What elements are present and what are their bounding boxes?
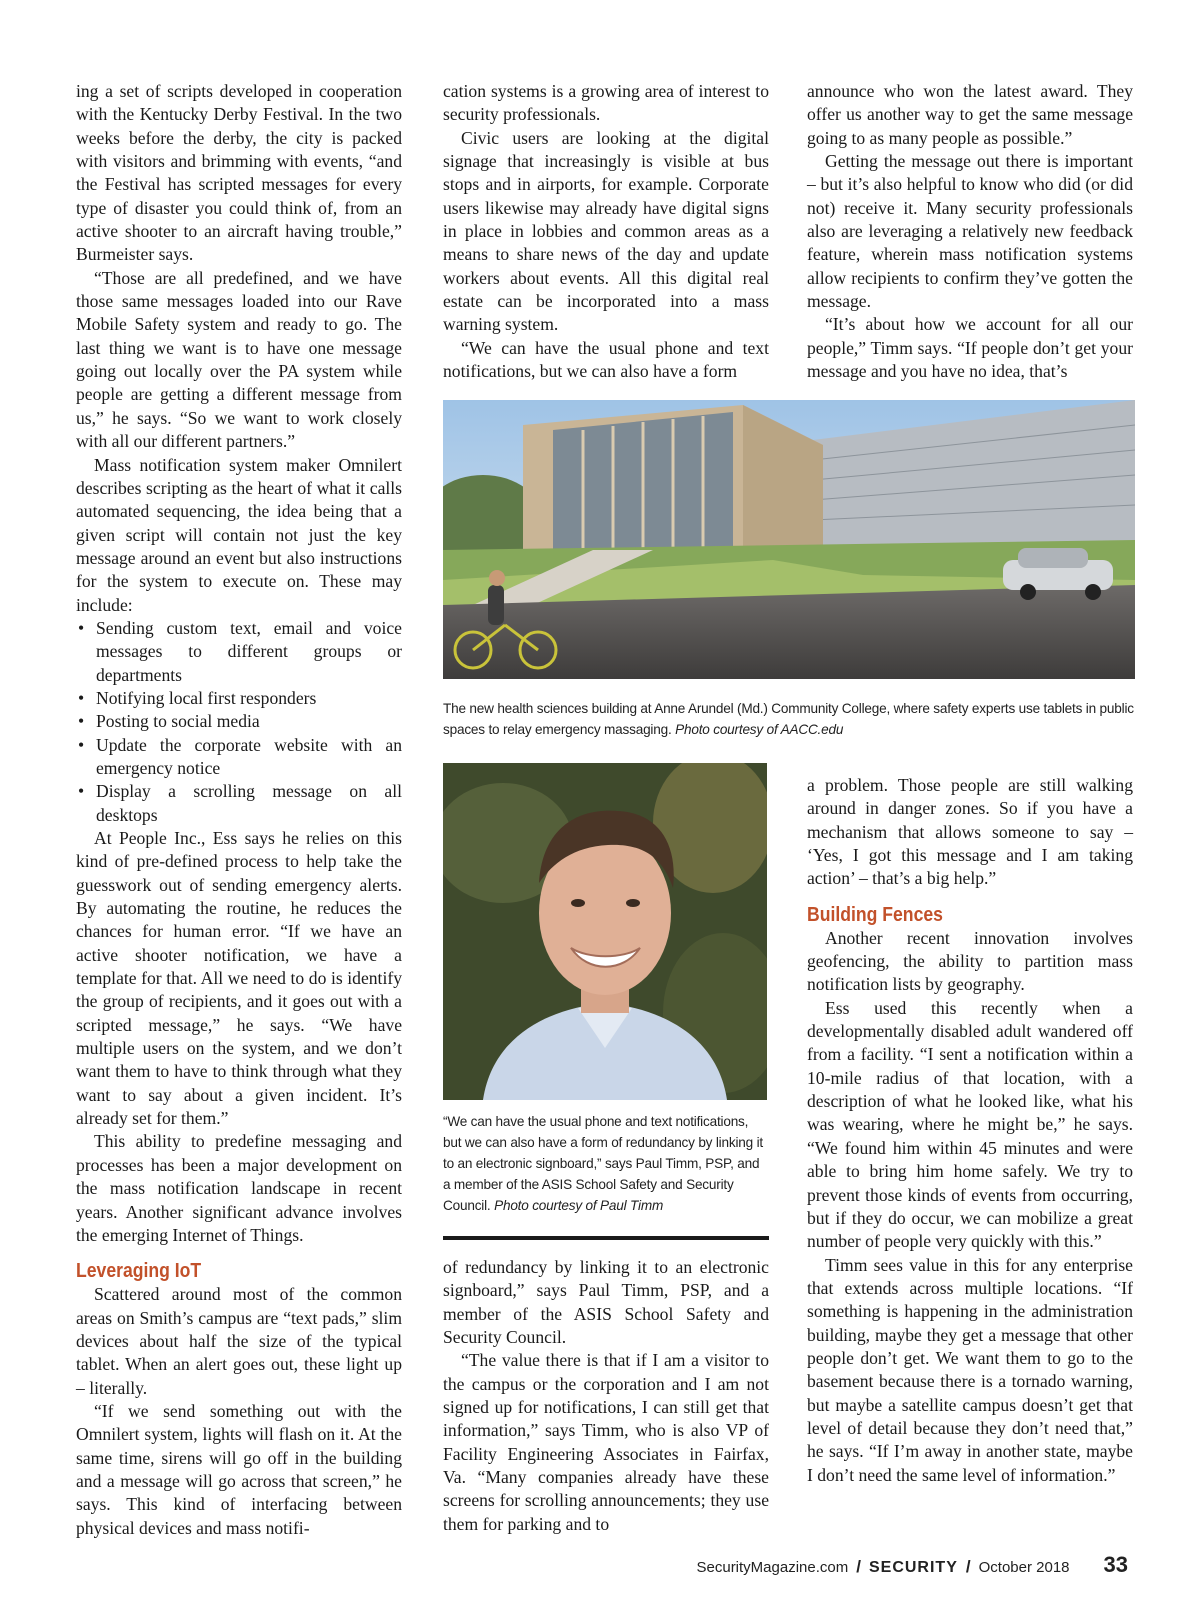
paragraph: Scattered around most of the common areas on Smith’s campus are “text pads,” slim devices about half the size of the typical tablet. When an alert goes out, these light up – literally.: [76, 1284, 402, 1398]
page-number: 33: [1103, 1552, 1128, 1577]
footer-site: SecurityMagazine.com: [696, 1559, 849, 1576]
list-item: • Update the corporate website with an emergency notice: [76, 734, 402, 781]
paragraph: “The value there is that if I am a visitor to the campus or the corporation and I am not signed up for notifications, I can still get that information,” says Timm, who is also VP of Facility Engineering Associates in Fairfax, Va. “Many companies already have these screens for scrolling announcements; they use them for parking and to: [443, 1350, 769, 1534]
building-photo-caption: [443, 698, 1143, 740]
paragraph: of redundancy by linking it to an electronic signboard,” says Paul Timm, PSP, and a member of the ASIS School Safety and Security Council.: [443, 1257, 769, 1348]
paragraph: “It’s about how we account for all our people,” Timm says. “If people don’t get your message and you have no idea, that’s: [807, 314, 1133, 382]
column-2-top: [443, 80, 769, 380]
photo-credit: Photo courtesy of Paul Timm: [494, 1198, 664, 1213]
column-3-top: [807, 80, 1133, 380]
paragraph: “Those are all predefined, and we have those same messages loaded into our Rave Mobile Safety system and ready to go. The last thing we want is to have one message going out locally over the PA system while people are getting a different message from us,” he says. “So we want to work closely with all our different partners.”: [76, 267, 402, 452]
section-heading: Building Fences: [807, 903, 943, 926]
paragraph: Ess used this recently when a developmentally disabled adult wandered off from a facility. “I sent a notification within a 10-mile radius of that location, with a description of what he looked like, what his was wearing, where he might be,” he says. “We found him within 45 minutes and were able to bring him home safely. We try to prevent those kinds of events from occurring, but if they do occur, we can mobilize a great number of people very quickly with this.”: [807, 997, 1133, 1252]
caption-text: “We can have the usual phone and text notifications, but we can also have a form of redundancy by linking it to an electronic signboard,” says Paul Timm, PSP, and a member of the ASIS School Safety and Security Council.: [443, 1114, 763, 1213]
paragraph: At People Inc., Ess says he relies on this kind of pre-defined process to help take the guesswork out of sending emergency alerts. By automating the routine, he reduces the chances for human error. “If we have an active shooter notification, we have a template for that. All we need to do is identify the group of recipients, and it goes out with a scripted message,” he says. “We have multiple users on the system, and we don’t want them to have to think through what they want to say about a given incident. It’s already set for them.”: [76, 828, 402, 1129]
building-illustration: [443, 400, 1135, 679]
bullet-list: [76, 617, 402, 827]
paragraph: a problem. Those people are still walking around in danger zones. So if you have a mechanism that allows someone to say – ‘Yes, I got this message and I am taking action’ – that’s a big help.”: [807, 775, 1133, 889]
column-2-bottom: [443, 1256, 769, 1556]
paragraph: Getting the message out there is important – but it’s also helpful to know who did (or did not) receive it. Many security professionals also are leveraging a relatively new feedback feature, wherein mass notification systems allow recipients to confirm they’ve gotten the message.: [807, 151, 1133, 312]
footer-separator: /: [856, 1557, 861, 1576]
footer-issue: October 2018: [978, 1559, 1070, 1576]
list-item: • Notifying local first responders: [76, 687, 402, 710]
page-footer: [697, 1552, 1129, 1578]
list-item: • Sending custom text, email and voice messages to different groups or departments: [76, 617, 402, 687]
caption-divider: [443, 1236, 769, 1240]
photo-credit: Photo courtesy of AACC.edu: [675, 722, 844, 737]
paragraph: “We can have the usual phone and text notifications, but we can also have a form: [443, 337, 769, 382]
paragraph: Another recent innovation involves geofencing, the ability to partition mass notification lists by geography.: [807, 927, 1133, 995]
paragraph: Civic users are looking at the digital signage that increasingly is visible at bus stops and in airports, for example. Corporate users likewise may already have digital signs in place in lobbies and common areas as a means to share news of the day and update workers about events. All this digital real estate can be incorporated into a mass warning system.: [443, 127, 769, 335]
footer-separator: /: [965, 1557, 971, 1576]
paragraph: cation systems is a growing area of interest to security professionals.: [443, 81, 769, 125]
paragraph: announce who won the latest award. They offer us another way to get the same message going to as many people as possible.”: [807, 81, 1133, 148]
list-item: • Display a scrolling message on all desktops: [76, 780, 402, 827]
paragraph: Timm sees value in this for any enterprise that extends across multiple locations. “If something is happening in the administration building, maybe they get a message that other people don’t get. We want them to go to the basement because there is a tornado warning, but maybe a satellite campus doesn’t get that level of detail because they don’t need that,” he says. “If I’m away in another state, maybe I don’t need the same level of information.”: [807, 1254, 1133, 1485]
paragraph: Mass notification system maker Omnilert describes scripting as the heart of what it calls automated sequencing, the idea being that a given script will contain not just the key message around an event but also instructions for the system to execute on. These may include:: [76, 454, 402, 615]
caption-text: The new health sciences building at Anne Arundel (Md.) Community College, where safety experts use tablets in public spaces to relay emergency massaging.: [443, 701, 1134, 737]
portrait-photo: [443, 763, 767, 1100]
paragraph: ing a set of scripts developed in cooperation with the Kentucky Derby Festival. In the two weeks before the derby, the city is packed with visitors and brimming with events, “and the Festival has scripted messages for every type of disaster you could think of, from an active shooter to an aircraft having trouble,” Burmeister says.: [76, 81, 402, 265]
paragraph: “If we send something out with the Omnilert system, lights will flash on it. At the same time, sirens will go off in the building and a message will go across that screen,” he says. This kind of interfacing between physical devices and mass notifi-: [76, 1400, 402, 1538]
column-3-bottom: [807, 774, 1133, 1544]
building-photo: [443, 400, 1135, 679]
footer-magazine: SECURITY: [868, 1559, 958, 1576]
portrait-illustration: [443, 763, 767, 1100]
paragraph: This ability to predefine messaging and processes has been a major development on the mass notification landscape in recent years. Another significant advance involves the emerging Internet of Things.: [76, 1131, 402, 1245]
portrait-photo-caption: [443, 1111, 763, 1216]
column-1: [76, 80, 402, 1540]
section-heading: Leveraging IoT: [76, 1260, 202, 1283]
list-item: • Posting to social media: [76, 710, 402, 733]
